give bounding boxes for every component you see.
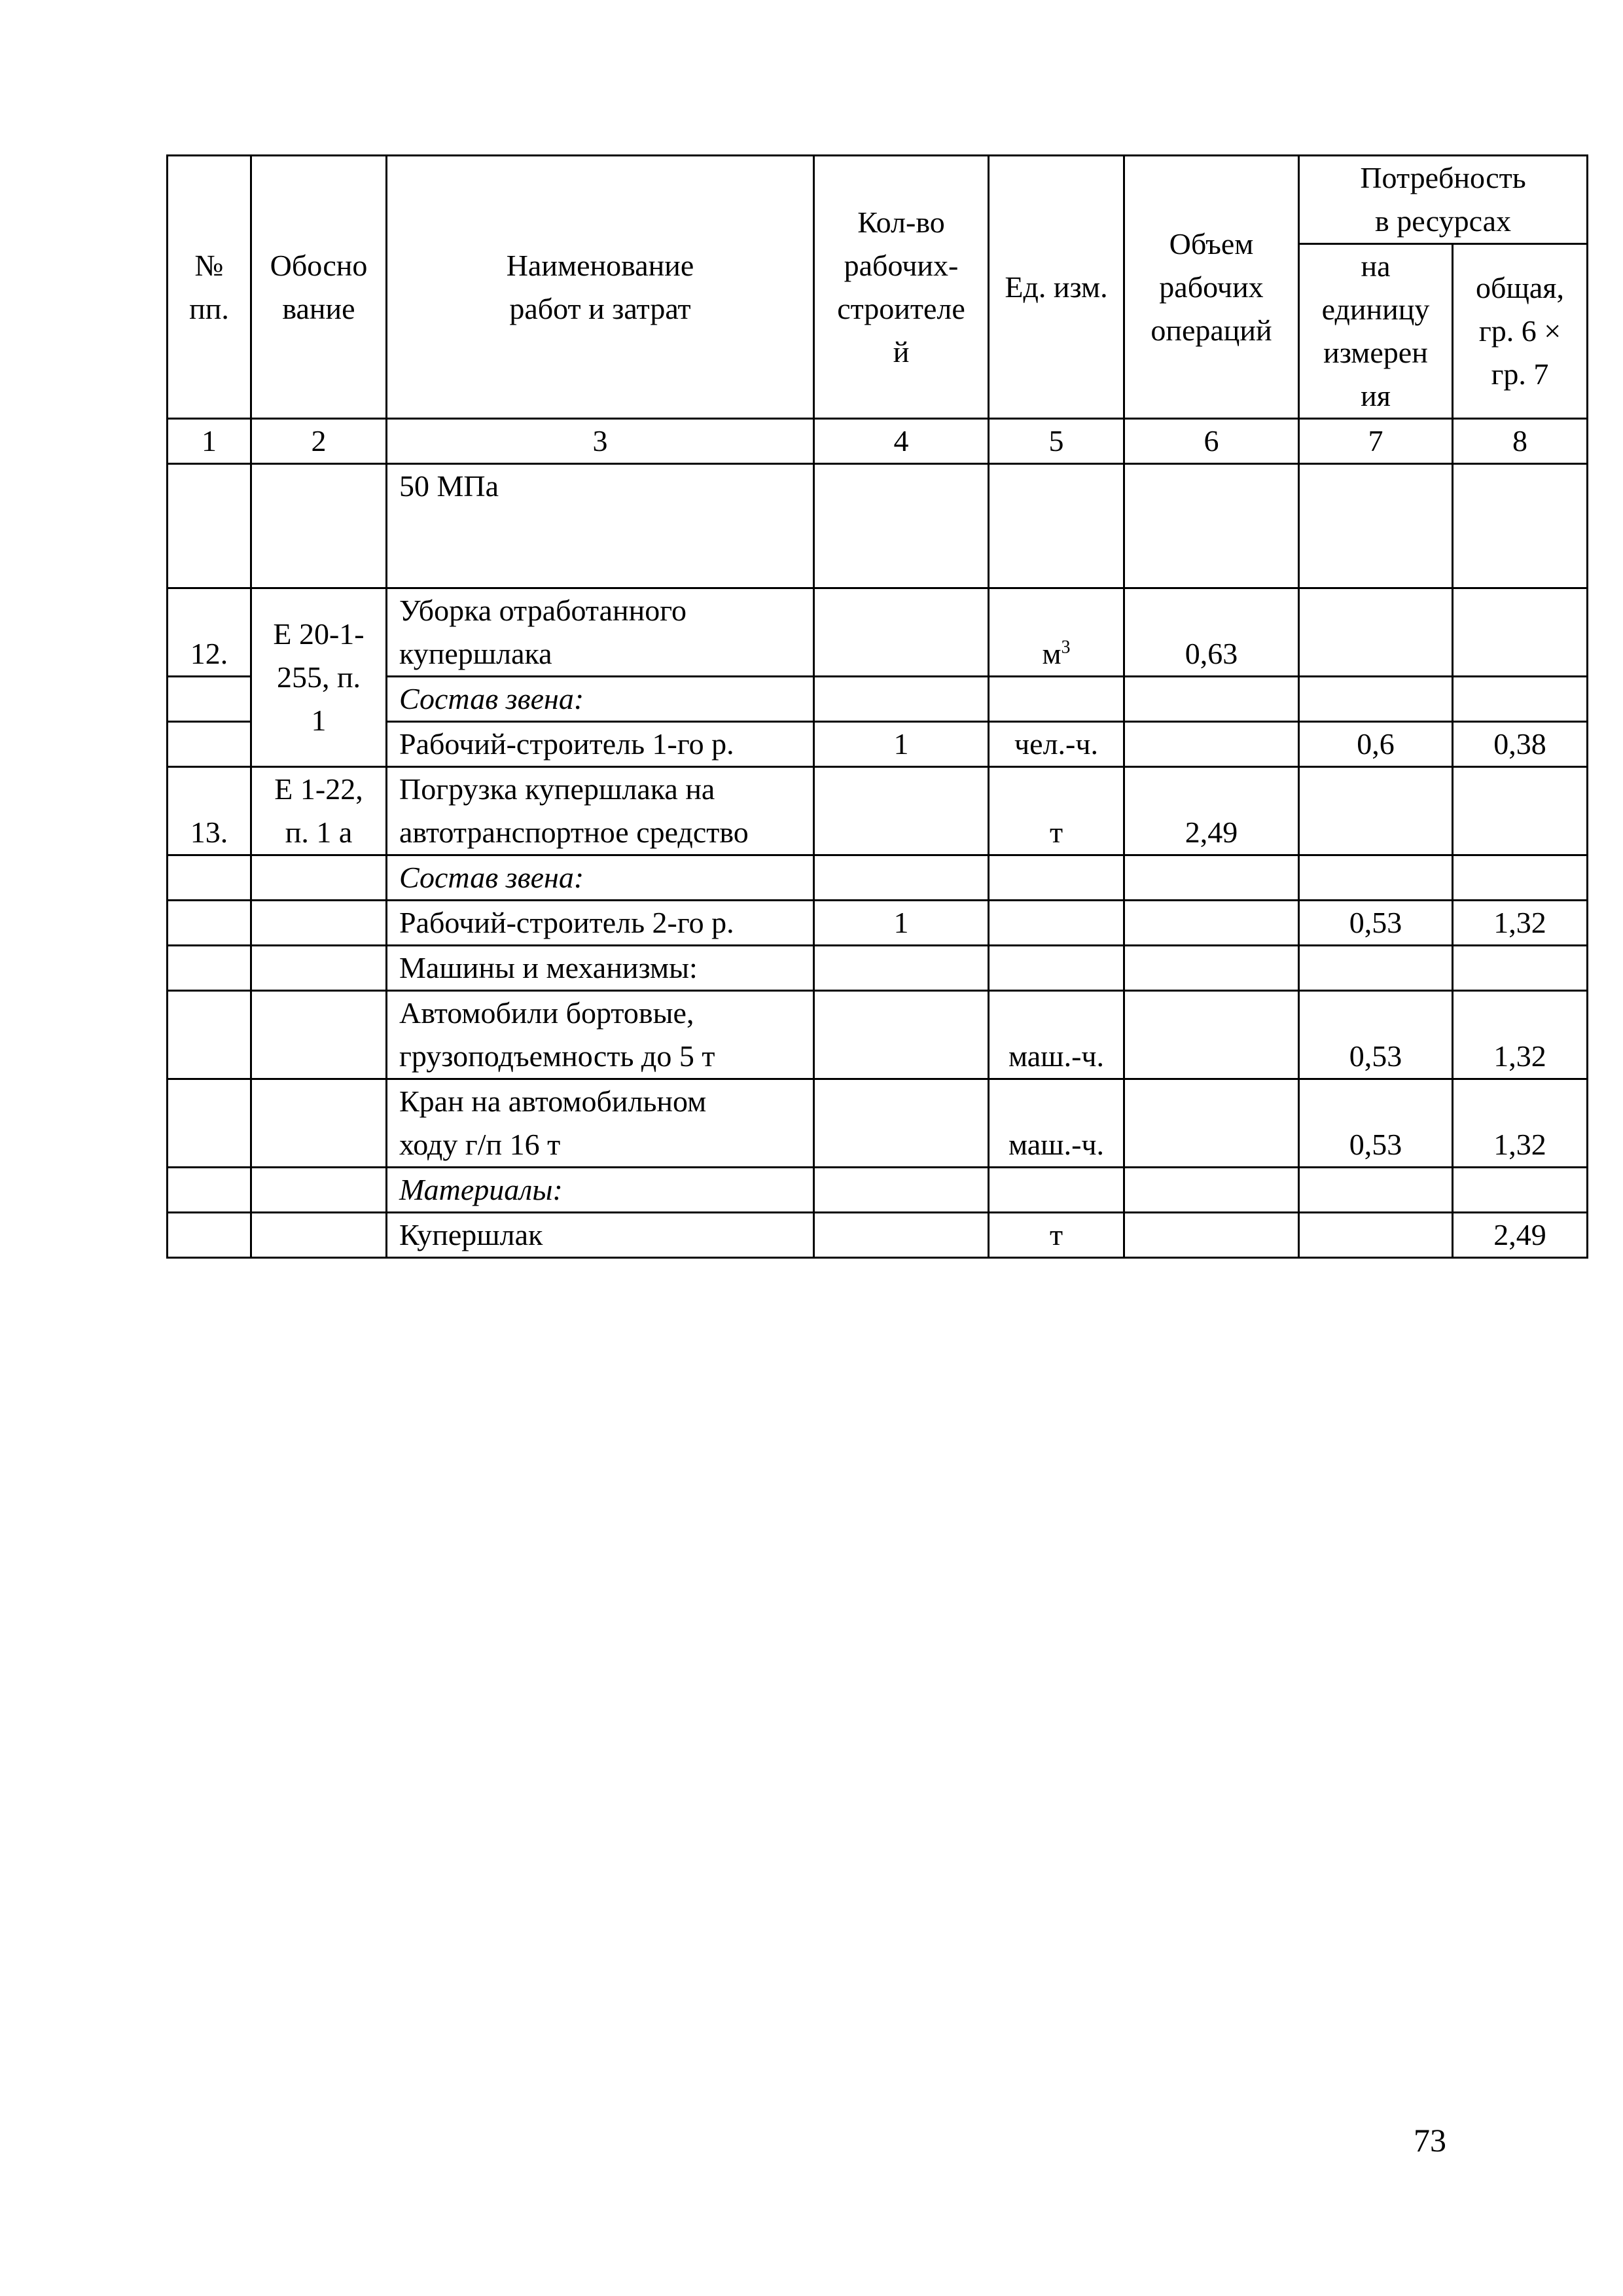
table-row <box>168 1079 1588 1168</box>
machine-name-line: Кран на автомобильном <box>399 1085 707 1118</box>
table-row <box>168 855 1588 901</box>
crew-label: Состав звена: <box>387 855 814 901</box>
unit-base: м <box>1042 637 1061 670</box>
table-row <box>168 588 1588 677</box>
materials-label: Материалы: <box>387 1168 814 1213</box>
per-unit-value: 0,6 <box>1299 722 1453 767</box>
total-value: 1,32 <box>1453 991 1588 1079</box>
header-need: Потребность в ресурсах <box>1299 156 1588 244</box>
per-unit-value: 0,53 <box>1299 1079 1453 1168</box>
unit-cell: т <box>989 767 1124 855</box>
total-value: 0,38 <box>1453 722 1588 767</box>
page-number: 73 <box>1414 2122 1446 2159</box>
per-unit-value: 0,53 <box>1299 901 1453 946</box>
header-per-unit: на единицу измерен ия <box>1299 244 1453 419</box>
table-row <box>168 901 1588 946</box>
material-name: Купершлак <box>387 1213 814 1258</box>
worker-name: Рабочий-строитель 1-го р. <box>387 722 814 767</box>
worker-count: 1 <box>814 722 989 767</box>
header-name: Наименование работ и затрат <box>387 156 814 419</box>
machine-name-line: Автомобили бортовые, <box>399 996 694 1030</box>
worker-count: 1 <box>814 901 989 946</box>
table-row <box>168 1168 1588 1213</box>
col-number: 4 <box>814 419 989 464</box>
total-value: 1,32 <box>1453 901 1588 946</box>
header-unit: Ед. изм. <box>989 156 1124 419</box>
unit-superscript: 3 <box>1061 637 1071 658</box>
header-workers: Кол-во рабочих- строителе й <box>814 156 989 419</box>
worker-unit: чел.-ч. <box>989 722 1124 767</box>
work-name-line: Погрузка купершлака на <box>399 772 715 806</box>
resource-table <box>166 154 1588 1259</box>
material-unit: т <box>989 1213 1124 1258</box>
col-number: 3 <box>387 419 814 464</box>
header-basis: Обосно вание <box>251 156 387 419</box>
crew-label: Состав звена: <box>387 677 814 722</box>
volume-cell: 2,49 <box>1124 767 1299 855</box>
machine-name-line: грузоподъемность до 5 т <box>399 1039 715 1073</box>
machine-unit: маш.-ч. <box>989 1079 1124 1168</box>
header-total: общая, гр. 6 × гр. 7 <box>1453 244 1588 419</box>
table-row <box>168 946 1588 991</box>
work-name-line: купершлака <box>399 637 552 670</box>
column-number-row <box>168 419 1588 464</box>
row-basis: Е 20-1- 255, п. 1 <box>251 588 387 767</box>
header-volume: Объем рабочих операций <box>1124 156 1299 419</box>
total-value: 2,49 <box>1453 1213 1588 1258</box>
col-number: 2 <box>251 419 387 464</box>
total-value: 1,32 <box>1453 1079 1588 1168</box>
worker-name: Рабочий-строитель 2-го р. <box>387 901 814 946</box>
work-name-line: Уборка отработанного <box>399 594 687 627</box>
continuation-text: 50 МПа <box>387 464 814 588</box>
table-row <box>168 464 1588 588</box>
volume-cell: 0,63 <box>1124 588 1299 677</box>
per-unit-value: 0,53 <box>1299 991 1453 1079</box>
row-basis: Е 1-22, п. 1 а <box>251 767 387 855</box>
col-number: 8 <box>1453 419 1588 464</box>
col-number: 5 <box>989 419 1124 464</box>
col-number: 6 <box>1124 419 1299 464</box>
work-name-line: автотранспортное средство <box>399 816 749 849</box>
machine-name-line: ходу г/п 16 т <box>399 1128 561 1161</box>
machines-label: Машины и механизмы: <box>387 946 814 991</box>
table-row <box>168 767 1588 855</box>
table-row <box>168 1213 1588 1258</box>
machine-unit: маш.-ч. <box>989 991 1124 1079</box>
unit-cell <box>989 588 1124 677</box>
header-num: № пп. <box>168 156 251 419</box>
col-number: 1 <box>168 419 251 464</box>
row-number: 12. <box>168 588 251 677</box>
table-row <box>168 991 1588 1079</box>
col-number: 7 <box>1299 419 1453 464</box>
row-number: 13. <box>168 767 251 855</box>
